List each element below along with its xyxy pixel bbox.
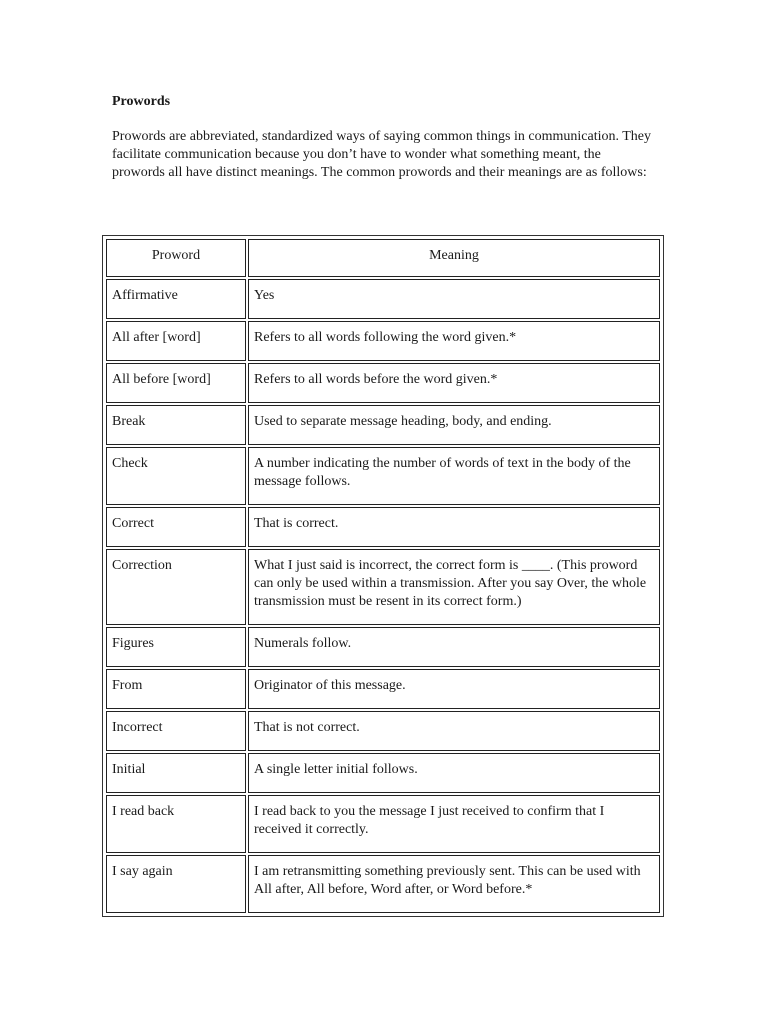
proword-cell: Break (106, 405, 246, 445)
table-row (106, 279, 660, 319)
proword-cell: From (106, 669, 246, 709)
proword-cell: Initial (106, 753, 246, 793)
proword-cell: Figures (106, 627, 246, 667)
meaning-cell: Numerals follow. (248, 627, 660, 667)
header-proword: Proword (106, 239, 246, 277)
table-row (106, 753, 660, 793)
table-row (106, 405, 660, 445)
meaning-cell: Yes (248, 279, 660, 319)
meaning-cell: A single letter initial follows. (248, 753, 660, 793)
proword-cell: All before [word] (106, 363, 246, 403)
meaning-cell: That is not correct. (248, 711, 660, 751)
proword-cell: I say again (106, 855, 246, 913)
meaning-cell: What I just said is incorrect, the correct form is ____. (This proword can only be used within a transmission. After you say Over, the whole transmission must be resent in its correct form.) (248, 549, 660, 625)
meaning-cell: Refers to all words following the word given.* (248, 321, 660, 361)
table-row (106, 447, 660, 505)
proword-cell: Incorrect (106, 711, 246, 751)
proword-cell: Check (106, 447, 246, 505)
table-row (106, 669, 660, 709)
header-meaning: Meaning (248, 239, 660, 277)
table-row (106, 627, 660, 667)
proword-cell: Correction (106, 549, 246, 625)
table-row (106, 855, 660, 913)
table-row (106, 363, 660, 403)
table-row (106, 549, 660, 625)
prowords-table-frame (102, 235, 664, 917)
intro-paragraph: Prowords are abbreviated, standardized ways of saying common things in communication. They facilitate communication because you don’t have to wonder what something meant, the prowords all have distinct meanings. The common prowords and their meanings are as follows: (112, 129, 651, 180)
proword-cell: I read back (106, 795, 246, 853)
meaning-cell: Used to separate message heading, body, and ending. (248, 405, 660, 445)
meaning-cell: A number indicating the number of words of text in the body of the message follows. (248, 447, 660, 505)
table-header-row (106, 239, 660, 277)
table-row (106, 507, 660, 547)
page-title: Prowords (112, 94, 171, 109)
meaning-cell: Originator of this message. (248, 669, 660, 709)
meaning-cell: I am retransmitting something previously sent. This can be used with All after, All before, Word after, or Word before.* (248, 855, 660, 913)
proword-cell: All after [word] (106, 321, 246, 361)
table-row (106, 711, 660, 751)
meaning-cell: Refers to all words before the word given.* (248, 363, 660, 403)
table-row (106, 795, 660, 853)
proword-cell: Affirmative (106, 279, 246, 319)
meaning-cell: I read back to you the message I just received to confirm that I received it correctly. (248, 795, 660, 853)
proword-cell: Correct (106, 507, 246, 547)
table-row (106, 321, 660, 361)
prowords-table (104, 237, 662, 915)
meaning-cell: That is correct. (248, 507, 660, 547)
